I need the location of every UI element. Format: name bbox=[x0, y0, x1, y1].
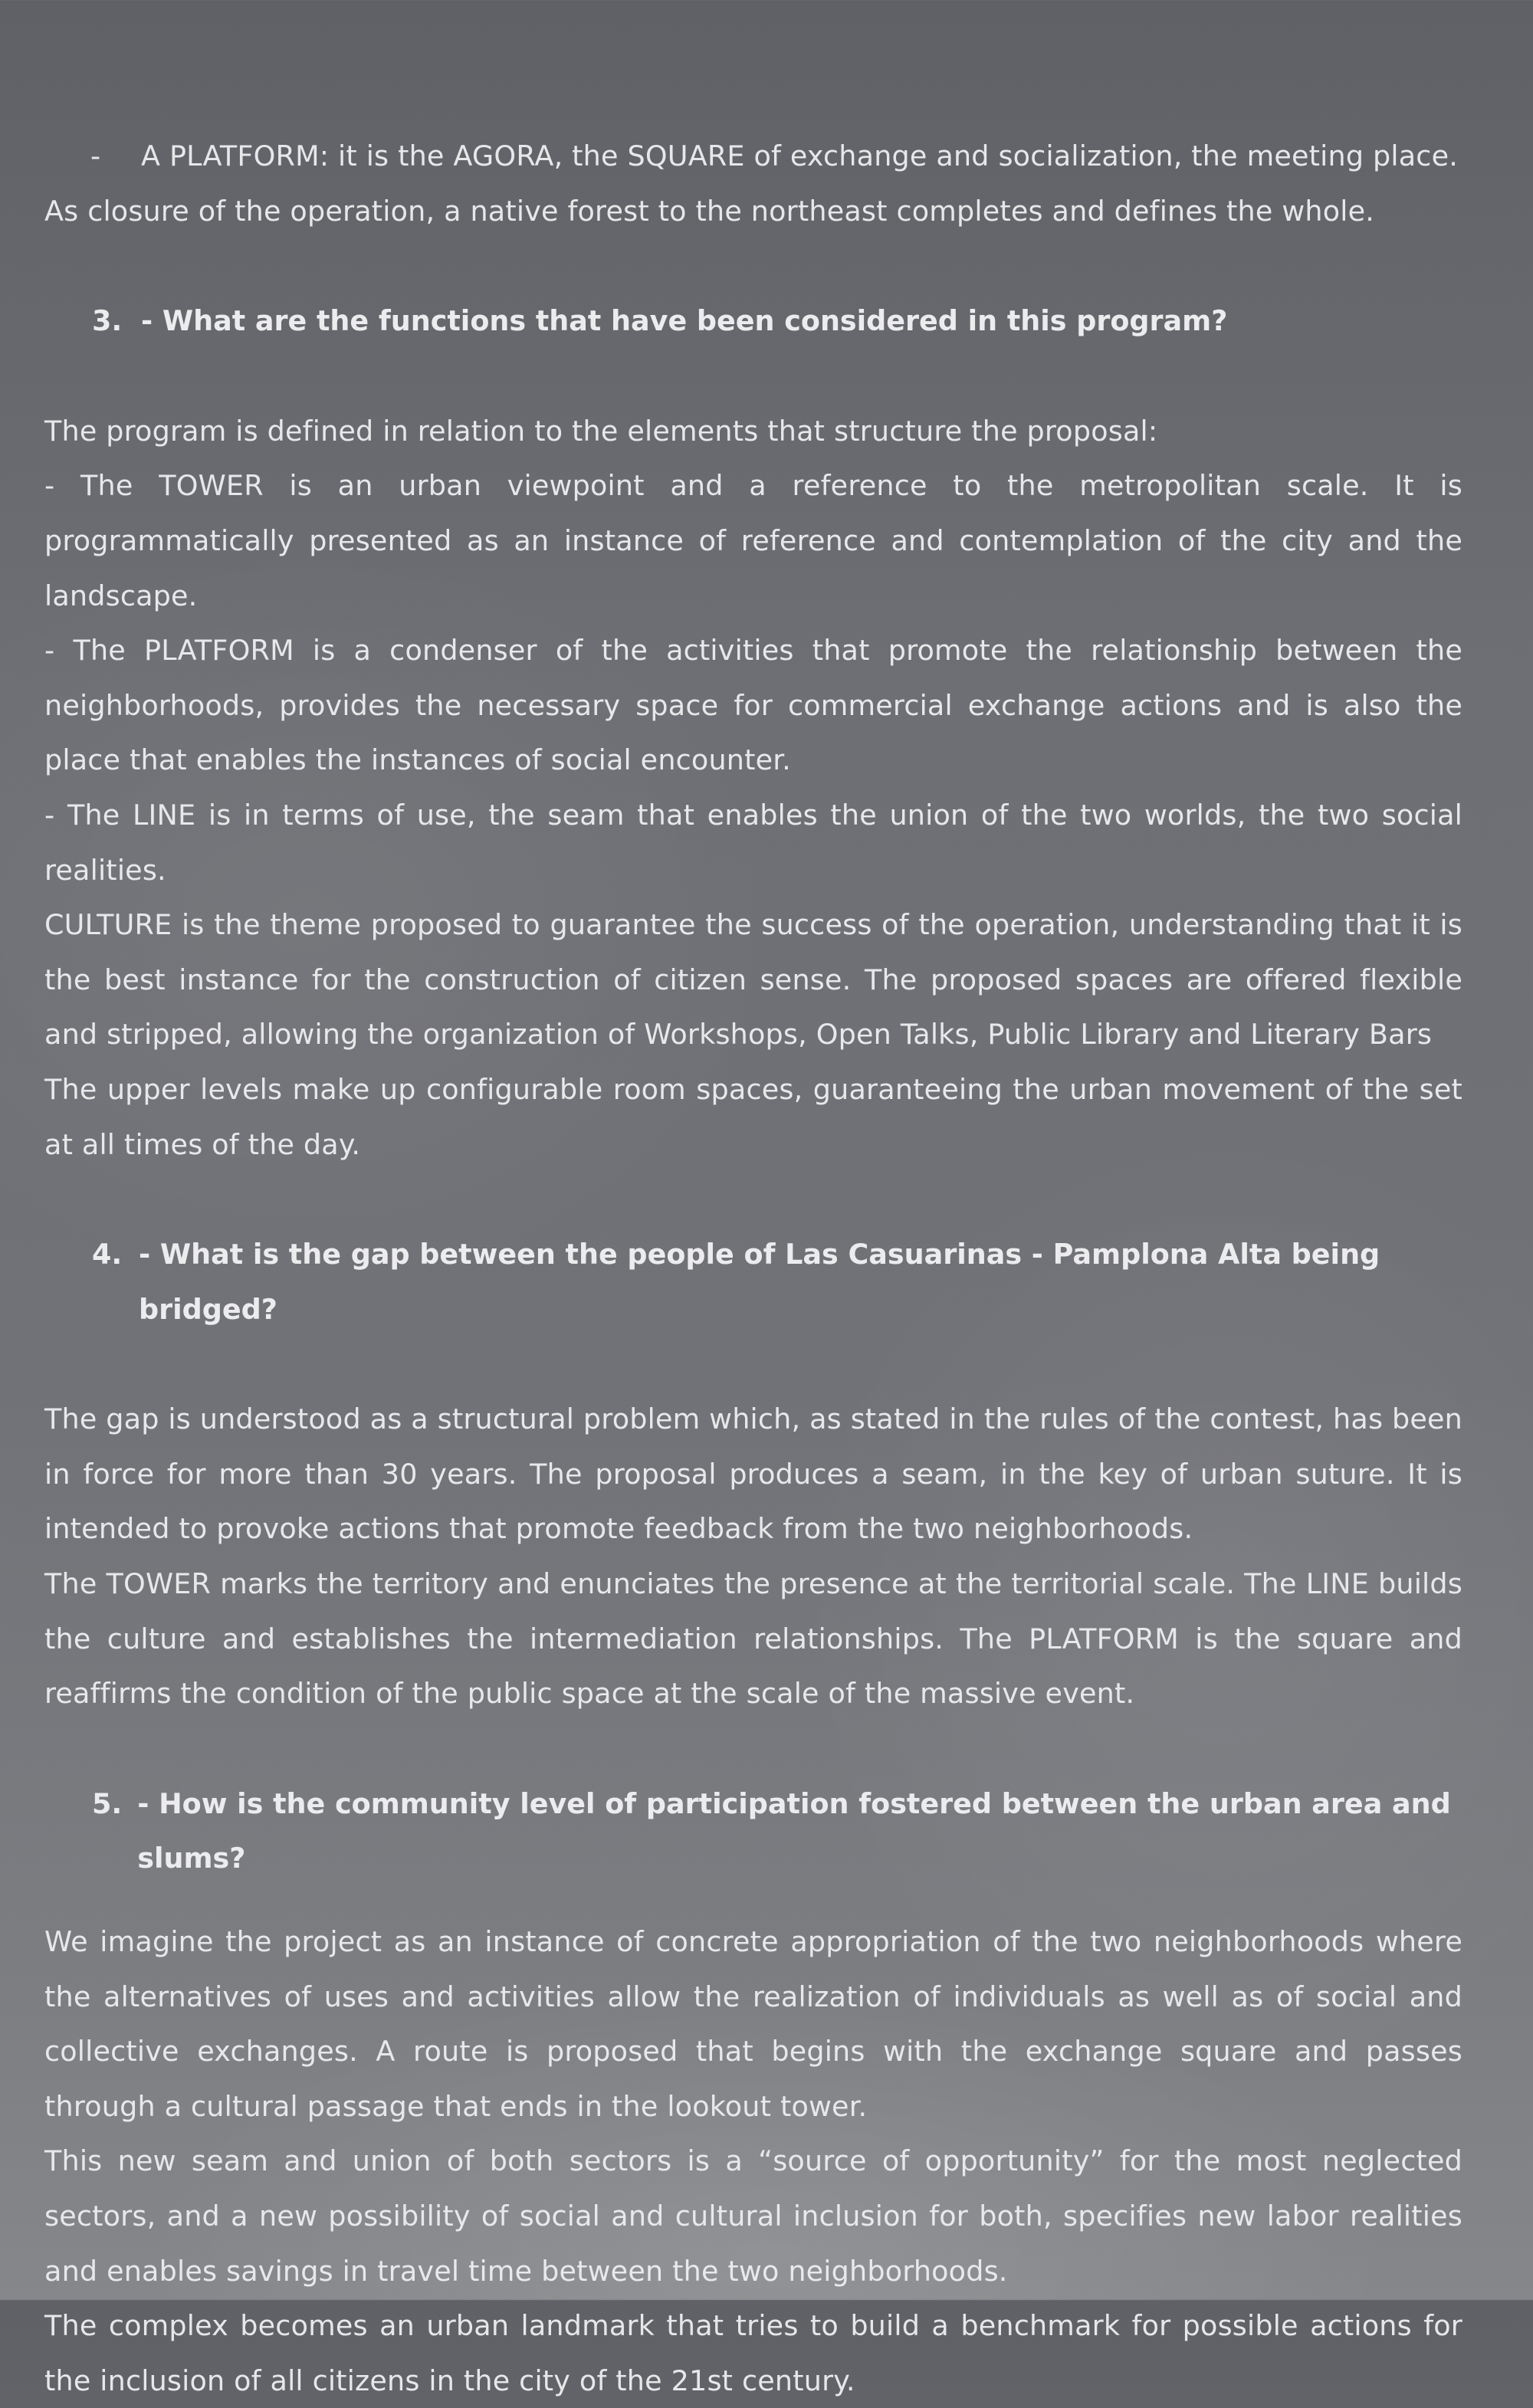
section-3-paragraph: The program is defined in relation to the elements that structure the proposal: bbox=[44, 414, 1158, 448]
section-3-paragraph: - The TOWER is an urban viewpoint and a reference to the metropolitan scale. It is programmatically presented as an instance of reference and contemplation of the city and the landscape. bbox=[44, 469, 1462, 612]
section-5-paragraph: The complex becomes an urban landmark that tries to build a benchmark for possible actions for the inclusion of all citizens in the city of the 21st century. bbox=[44, 2309, 1462, 2397]
section-3-number: 3. bbox=[92, 304, 123, 338]
section-5-paragraph: This new seam and union of both sectors is a “source of opportunity” for the most neglected sectors, and a new possibility of social and cultural inclusion for both, specifies new labor realities and enables savings in travel time between the two neighborhoods. bbox=[44, 2144, 1462, 2288]
section-3-paragraph: - The LINE is in terms of use, the seam that enables the union of the two worlds, the two social realities. bbox=[44, 798, 1462, 887]
section-5-paragraph: We imagine the project as an instance of concrete appropriation of the two neighborhoods where the alternatives of uses and activities allow the realization of individuals as well as of social and collective exchanges. A route is proposed that begins with the exchange square and passes through a cultural passage that ends in the lookout tower. bbox=[44, 1925, 1462, 2123]
section-4-title: - What is the gap between the people of Las Casuarinas - Pamplona Alta being bridged? bbox=[138, 1238, 1380, 1326]
section-3-paragraph: The upper levels make up configurable room spaces, guaranteeing the urban movement of the set at all times of the day. bbox=[44, 1072, 1462, 1161]
bullet-dash: - bbox=[90, 139, 101, 172]
bullet-platform bbox=[44, 129, 1462, 184]
section-4-heading bbox=[44, 1227, 1462, 1337]
bullet-platform-text: A PLATFORM: it is the AGORA, the SQUARE of exchange and socialization, the meeting place. bbox=[141, 139, 1459, 172]
section-3-paragraph: - The PLATFORM is a condenser of the activities that promote the relationship between the neighborhoods, provides the necessary space for commercial exchange actions and is also the place that enables the instances of social encounter. bbox=[44, 634, 1462, 777]
section-3-heading bbox=[44, 294, 1462, 349]
section-3-paragraph: CULTURE is the theme proposed to guarantee the success of the operation, understanding that it is the best instance for the construction of citizen sense. The proposed spaces are offered flexible and stripped, allowing the organization of Workshops, Open Talks, Public Library and Literary Bars bbox=[44, 908, 1462, 1051]
section-3-title: - What are the functions that have been considered in this program? bbox=[141, 304, 1228, 338]
section-4-paragraph: The gap is understood as a structural problem which, as stated in the rules of the contest, has been in force for more than 30 years. The proposal produces a seam, in the key of urban suture. It is intended to provoke actions that promote feedback from the two neighborhoods. bbox=[44, 1402, 1462, 1546]
closure-paragraph: As closure of the operation, a native forest to the northeast completes and defines the whole. bbox=[44, 194, 1375, 228]
section-4-paragraph: The TOWER marks the territory and enunciates the presence at the territorial scale. The LINE builds the culture and establishes the intermediation relationships. The PLATFORM is the square and reaffirms the condition of the public space at the scale of the massive event. bbox=[44, 1567, 1462, 1711]
section-5-title: - How is the community level of participation fostered between the urban area and slums? bbox=[137, 1786, 1451, 1875]
document-page bbox=[44, 129, 1462, 2408]
section-5-number: 5. bbox=[92, 1786, 123, 1820]
section-4-number: 4. bbox=[92, 1238, 123, 1271]
section-5-heading bbox=[44, 1776, 1462, 1886]
